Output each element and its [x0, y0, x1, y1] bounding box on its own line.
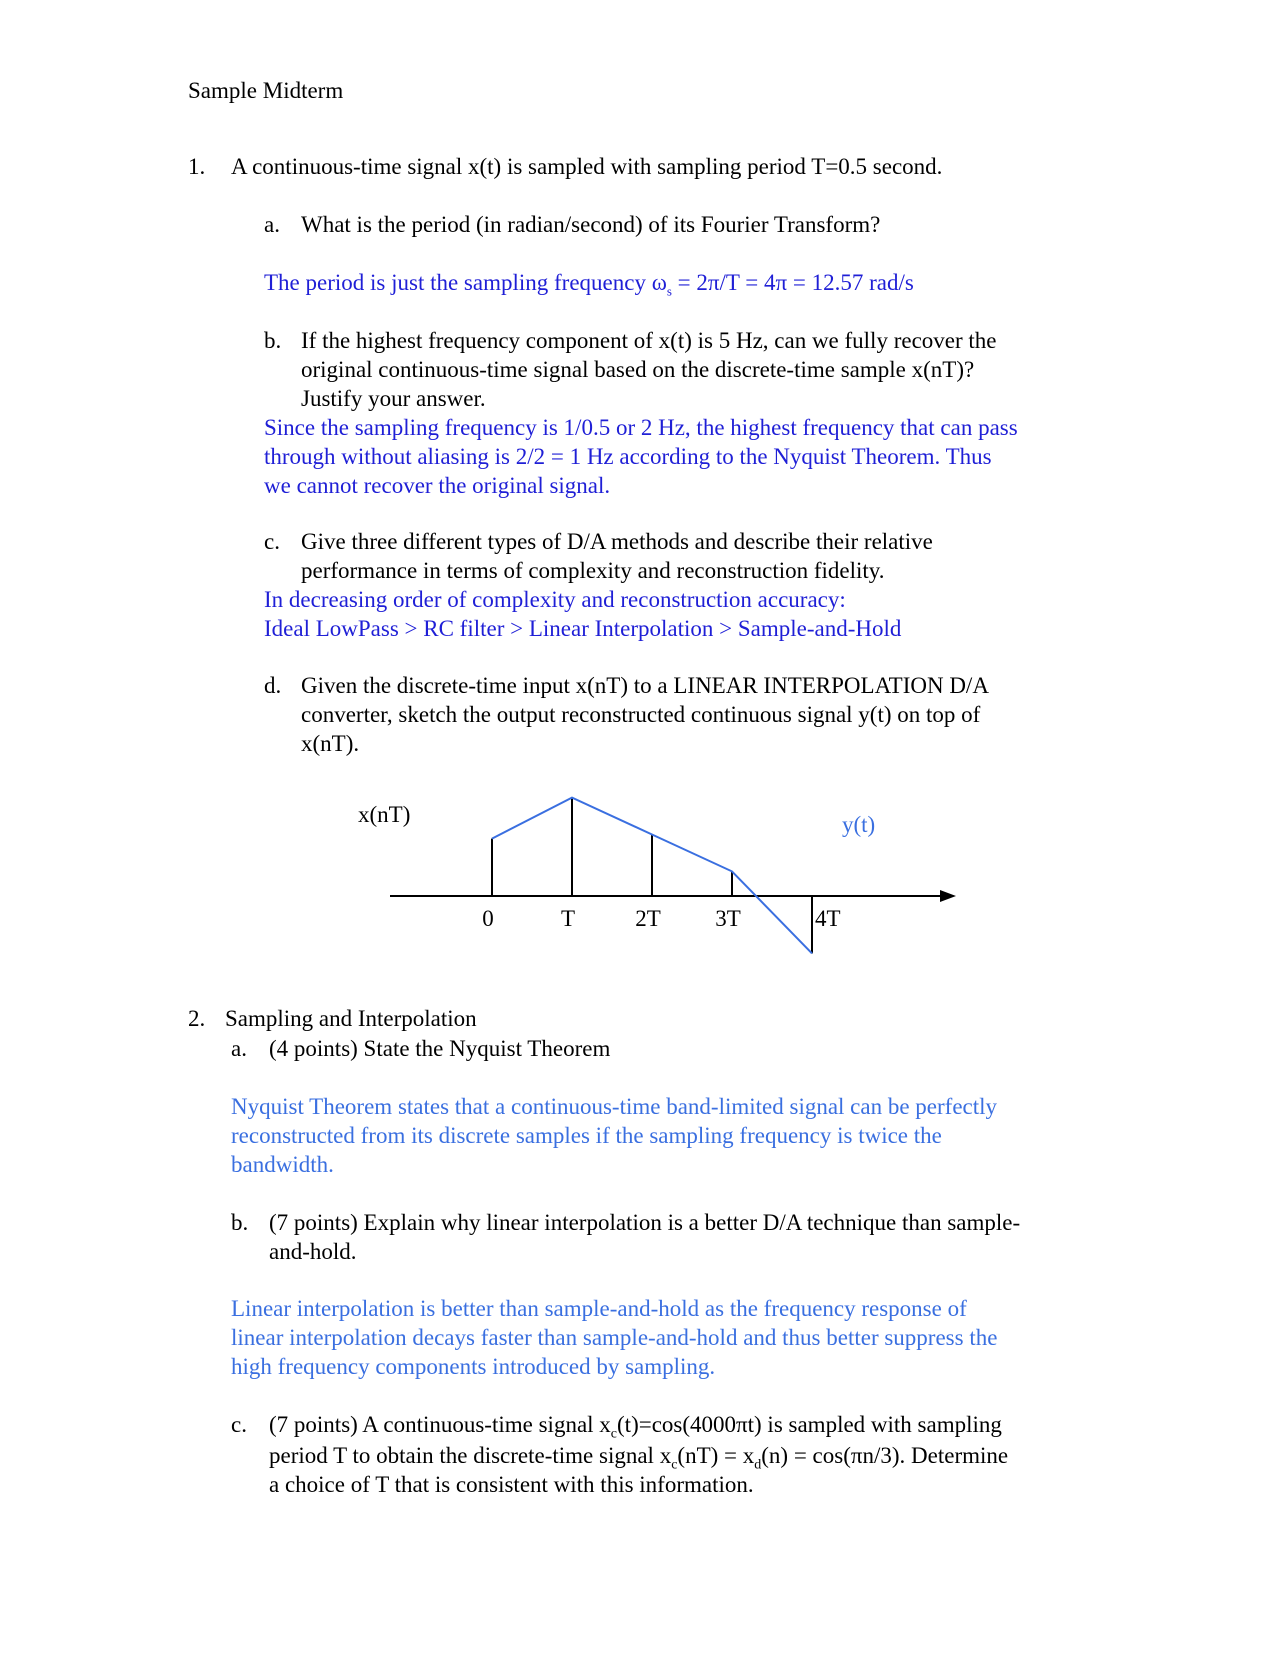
q2b-answer-line-1: Linear interpolation is better than sample-and-hold as the frequency response of — [231, 1296, 967, 1321]
q2a-answer-line-3: bandwidth. — [231, 1152, 334, 1177]
q1-number: 1. — [188, 154, 206, 179]
q2b-question-line-2: and-hold. — [269, 1239, 357, 1264]
tick-label-0: 0 — [482, 906, 494, 931]
q2c-line-2-post: (n) = cos(πn/3). Determine — [761, 1443, 1009, 1468]
q2-number: 2. — [188, 1006, 206, 1031]
q2-title: Sampling and Interpolation — [225, 1006, 477, 1031]
q1b-answer-line-1: Since the sampling frequency is 1/0.5 or 2 Hz, the highest frequency that can pass — [264, 415, 1018, 440]
q2c-line-2-mid: (nT) = x — [677, 1443, 755, 1468]
q2c-line-1-post: (t)=cos(4000πt) is sampled with sampling — [617, 1412, 1002, 1437]
q1d-question-line-3: x(nT). — [301, 731, 360, 756]
tick-label-1: T — [560, 906, 576, 931]
q2c-letter: c. — [231, 1412, 247, 1437]
q2c-line-1-pre: (7 points) A continuous-time signal x — [269, 1412, 611, 1437]
q1d-question-line-2: converter, sketch the output reconstructed continuous signal y(t) on top of — [301, 702, 981, 727]
tick-label-2: 2T — [635, 906, 661, 931]
q1a-answer-pre: The period is just the sampling frequency ω — [264, 270, 667, 295]
q2a-letter: a. — [231, 1036, 247, 1061]
q2c-line-3: a choice of T that is consistent with this information. — [269, 1472, 754, 1497]
q1c-question-line-1: Give three different types of D/A methods and describe their relative — [301, 529, 933, 554]
q1c-question-line-2: performance in terms of complexity and reconstruction fidelity. — [301, 558, 885, 583]
q1c-answer-line-2: Ideal LowPass > RC filter > Linear Interpolation > Sample-and-Hold — [264, 616, 902, 641]
q1c-letter: c. — [264, 529, 280, 554]
q1b-letter: b. — [264, 328, 282, 353]
tick-label-3: 3T — [715, 906, 741, 931]
q1b-question-line-2: original continuous-time signal based on the discrete-time sample x(nT)? — [301, 357, 975, 382]
q2a-question: (4 points) State the Nyquist Theorem — [269, 1036, 611, 1061]
q2c-line-2-pre: period T to obtain the discrete-time signal x — [269, 1443, 672, 1468]
q2c-line-2-sub-1: c — [671, 1457, 678, 1473]
q1a-letter: a. — [264, 212, 280, 237]
q1a-question: What is the period (in radian/second) of its Fourier Transform? — [301, 212, 881, 237]
q1d-question-line-1: Given the discrete-time input x(nT) to a LINEAR INTERPOLATION D/A — [301, 673, 989, 698]
q2c-line-1-sub: c — [610, 1426, 618, 1442]
q1d-letter: d. — [264, 673, 282, 698]
q1b-answer-line-2: through without aliasing is 2/2 = 1 Hz according to the Nyquist Theorem. Thus — [264, 444, 992, 469]
q2b-answer-line-2: linear interpolation decays faster than sample-and-hold and thus better suppress the — [231, 1325, 998, 1350]
q1a-answer-post: = 2π/T = 4π = 12.57 rad/s — [671, 270, 914, 295]
xnt-label: x(nT) — [358, 802, 411, 827]
q1b-answer-line-3: we cannot recover the original signal. — [264, 473, 611, 498]
q1a-answer-sub: s — [666, 283, 672, 299]
q1c-answer-line-1: In decreasing order of complexity and reconstruction accuracy: — [264, 587, 846, 612]
q1-prompt: A continuous-time signal x(t) is sampled with sampling period T=0.5 second. — [231, 154, 943, 179]
q2b-question-line-1: (7 points) Explain why linear interpolation is a better D/A technique than sample- — [269, 1210, 1021, 1235]
q1b-question-line-1: If the highest frequency component of x(t) is 5 Hz, can we fully recover the — [301, 328, 997, 353]
time-axis-arrowhead — [940, 890, 956, 902]
page-title: Sample Midterm — [188, 78, 344, 103]
q2a-answer-line-1: Nyquist Theorem states that a continuous-time band-limited signal can be perfectly — [231, 1094, 998, 1119]
q1b-question-line-3: Justify your answer. — [301, 386, 486, 411]
q2b-answer-line-3: high frequency components introduced by sampling. — [231, 1354, 716, 1379]
q2c-line-2-sub-2: d — [754, 1457, 762, 1473]
q2a-answer-line-2: reconstructed from its discrete samples if the sampling frequency is twice the — [231, 1123, 942, 1148]
tick-label-4: 4T — [815, 906, 841, 931]
q2b-letter: b. — [231, 1210, 249, 1235]
yt-label: y(t) — [842, 812, 876, 837]
